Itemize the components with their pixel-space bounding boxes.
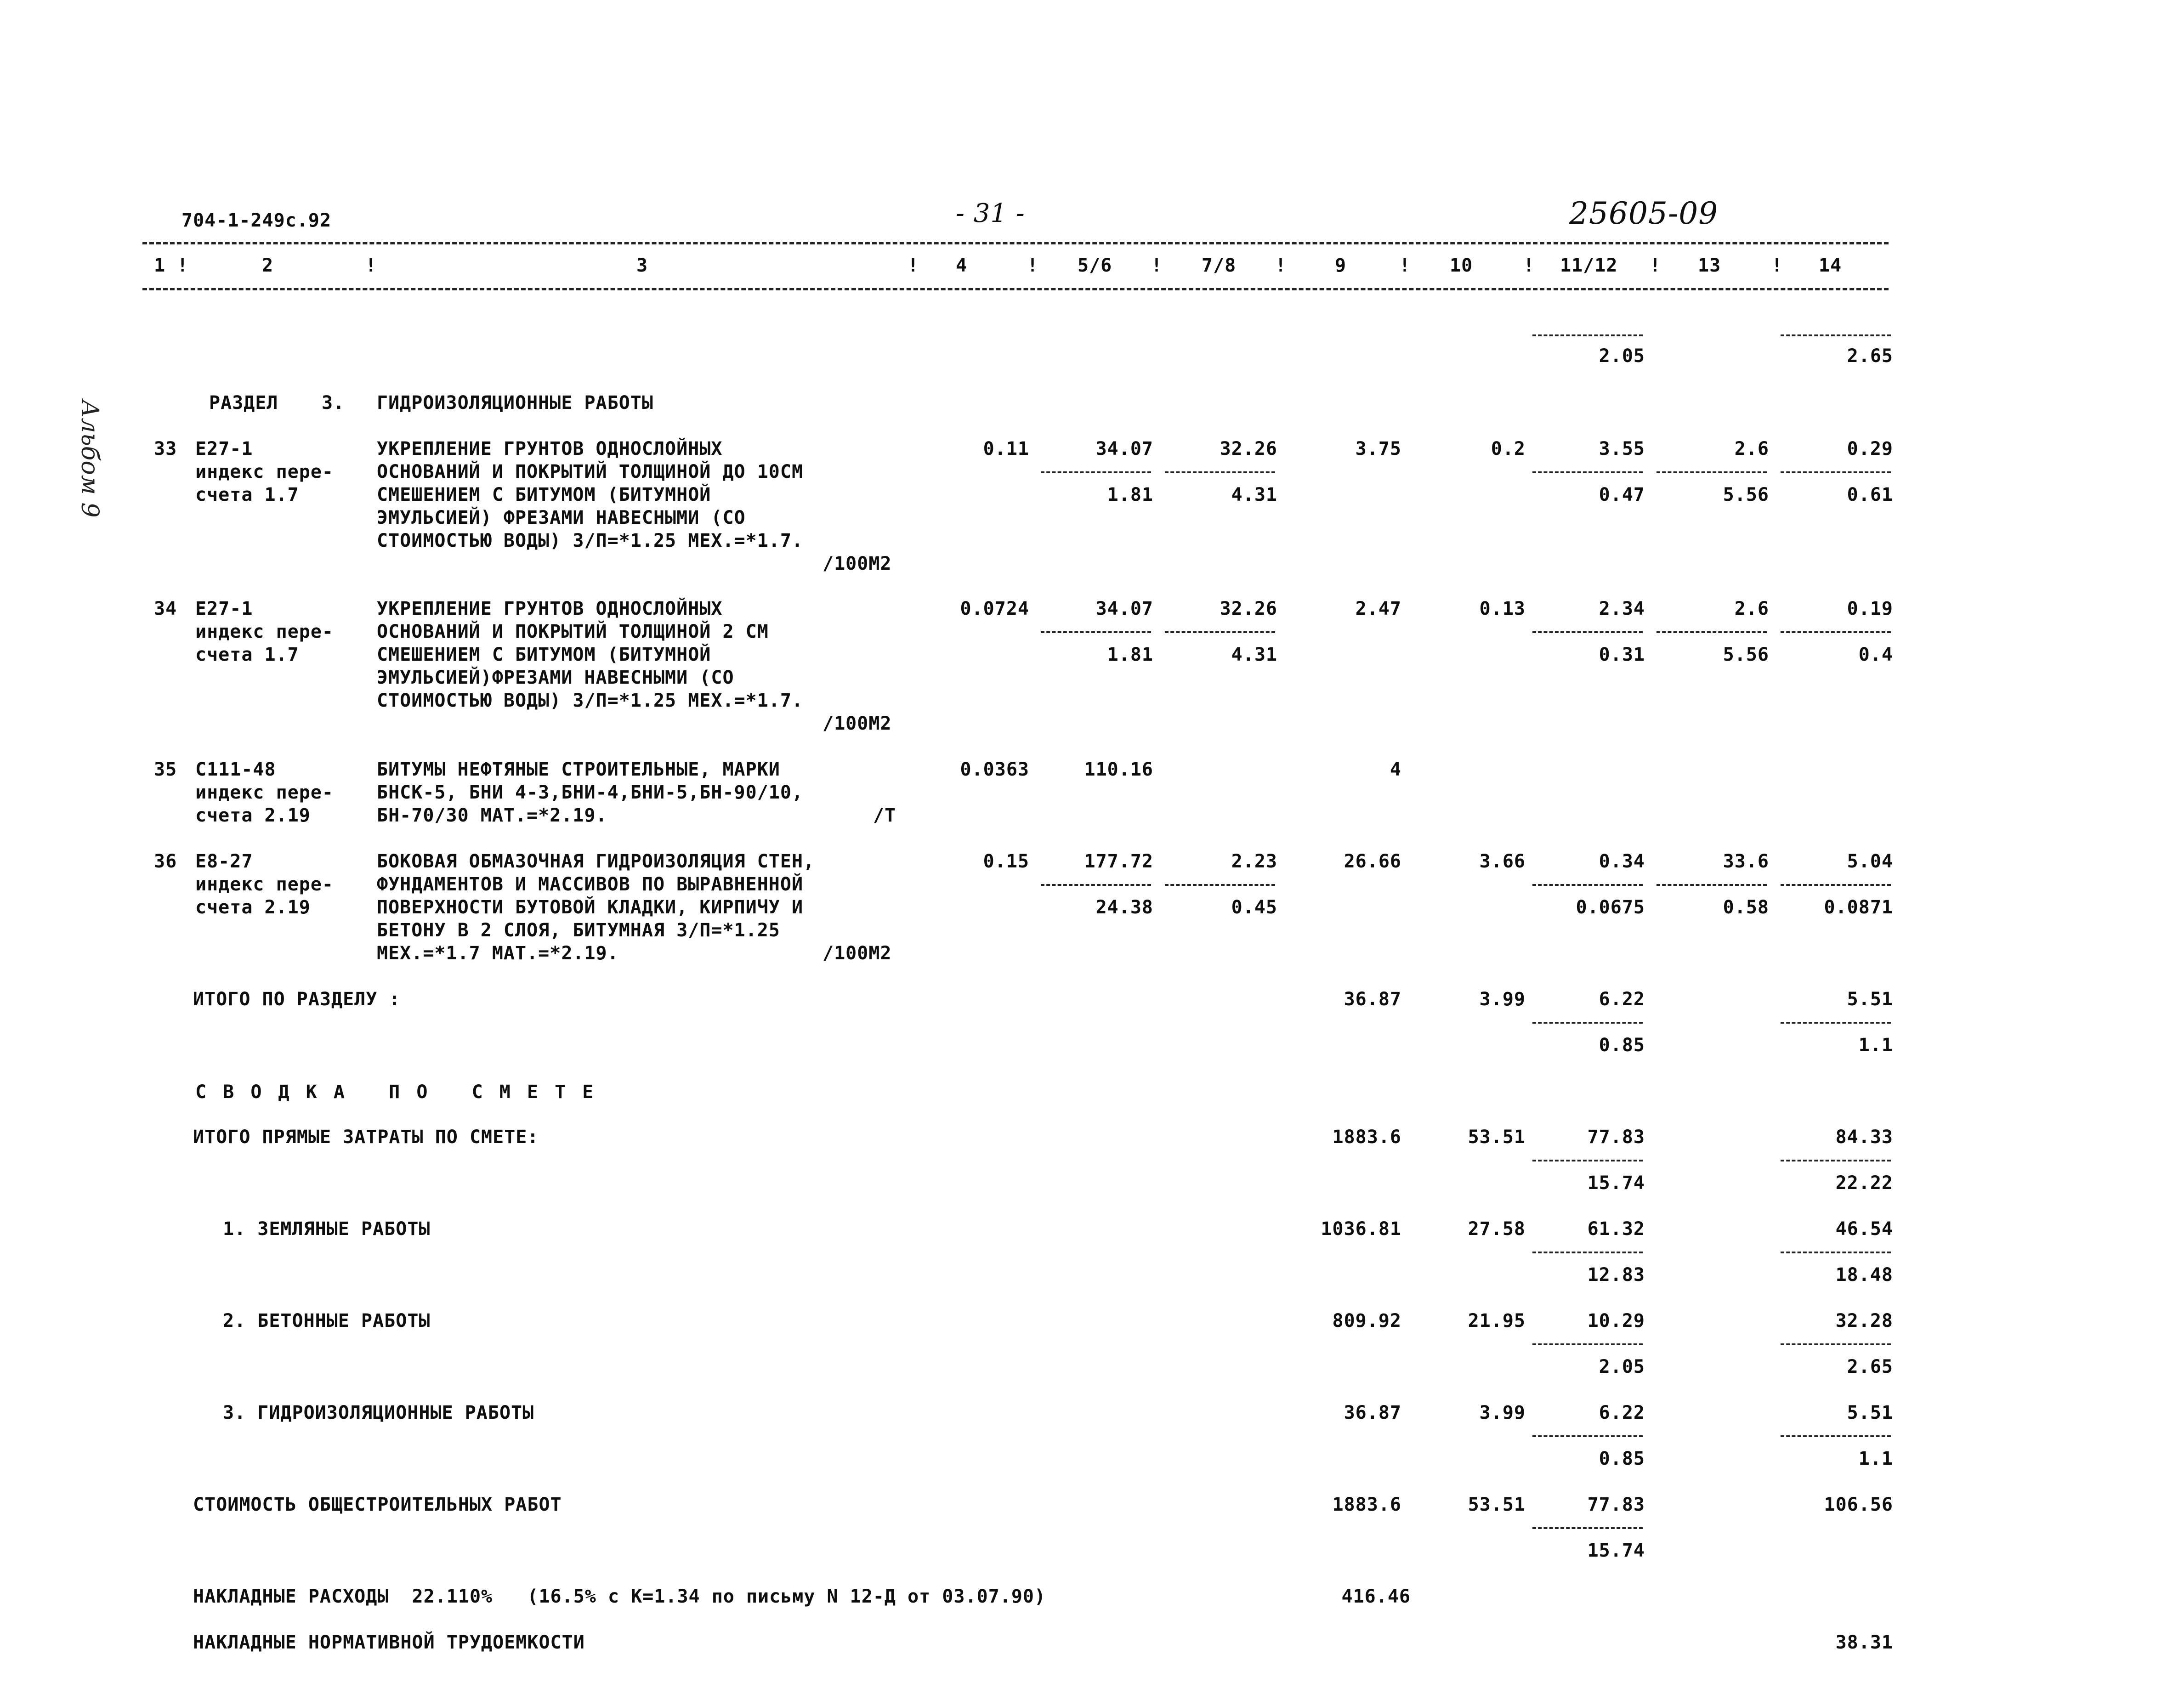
item-unit: /100М2 [823,553,892,574]
cell-col-13: 0.58 [1723,897,1769,918]
header-bottom-rule [142,288,1889,290]
item-desc-line: СМЕШЕНИЕМ С БИТУМОМ (БИТУМНОЙ [377,644,711,665]
item-unit: /100М2 [823,943,892,964]
overhead-norm-value: 38.31 [1835,1632,1893,1653]
item-desc-line: МЕХ.=*1.7 МАТ.=*2.19. [377,943,619,964]
cell-divider [1656,884,1767,886]
cell-col-14: 2.65 [1847,1356,1893,1377]
item-desc-line: ОСНОВАНИЙ И ПОКРЫТИЙ ТОЛЩИНОЙ 2 СМ [377,621,769,642]
col-sep: ! [1523,255,1535,276]
item-desc-line: БН-70/30 МАТ.=*2.19. [377,805,607,826]
item-desc-line: ПОВЕРХНОСТИ БУТОВОЙ КЛАДКИ, КИРПИЧУ И [377,897,804,918]
cell-col-10: 53.51 [1468,1494,1526,1515]
cell-col-9: 3.75 [1355,438,1401,459]
item-number: 36 [154,851,177,872]
album-note: Альбом 9 [76,400,103,518]
cell-col-9: 809.92 [1332,1310,1401,1331]
cell-col-14: 84.33 [1835,1127,1893,1148]
col-10: 10 [1450,255,1473,276]
cell-col-13: 5.56 [1723,484,1769,505]
item-desc-line: ЭМУЛЬСИЕЙ) ФРЕЗАМИ НАВЕСНЫМИ (СО [377,507,746,528]
carry-col-11: 2.05 [1599,346,1645,367]
cell-col-9: 1883.6 [1332,1494,1401,1515]
cell-col-12: 2.05 [1599,1356,1645,1377]
cell-col-7: 32.26 [1220,598,1277,619]
carry-col-14: 2.65 [1847,346,1893,367]
col-13: 13 [1698,255,1721,276]
col-5-6: 5/6 [1078,255,1112,276]
cell-col-9: 4 [1390,759,1401,780]
cell-col-12: 0.85 [1599,1448,1645,1469]
col-sep: ! [908,255,919,276]
cell-col-6: 1.81 [1107,484,1153,505]
col-4: 4 [956,255,968,276]
cell-col-5: 177.72 [1084,851,1153,872]
cell-divider [1781,1343,1891,1345]
cell-divider [1781,1435,1891,1437]
cell-divider [1781,1252,1891,1253]
cell-col-13: 2.6 [1734,438,1769,459]
cell-divider [1781,471,1891,473]
overhead-label: НАКЛАДНЫЕ РАСХОДЫ 22.110% (16.5% с К=1.34 по письму N 12-Д от 03.07.90) [193,1586,1046,1607]
overhead-norm-label: НАКЛАДНЫЕ НОРМАТИВНОЙ ТРУДОЕМКОСТИ [193,1632,585,1653]
cell-col-7: 32.26 [1220,438,1277,459]
cell-col-13: 5.56 [1723,644,1769,665]
col-7-8: 7/8 [1202,255,1237,276]
cell-col-14: 0.61 [1847,484,1893,505]
cell-col-10: 0.13 [1479,598,1526,619]
cell-col-14: 5.51 [1847,989,1893,1010]
col-14: 14 [1819,255,1842,276]
item-number: 35 [154,759,177,780]
cell-col-12: 0.0675 [1576,897,1645,918]
cell-divider [1781,884,1891,886]
cell-divider [1165,471,1275,473]
col-sep: ! [1151,255,1163,276]
cell-col-14: 5.04 [1847,851,1893,872]
item-desc-line: БЕТОНУ В 2 СЛОЯ, БИТУМНАЯ З/П=*1.25 [377,920,780,941]
section-title: ГИДРОИЗОЛЯЦИОННЫЕ РАБОТЫ [377,392,653,414]
col-sep: ! [1399,255,1411,276]
cell-col-14: 0.0871 [1824,897,1893,918]
item-desc-line: БОКОВАЯ ОБМАЗОЧНАЯ ГИДРОИЗОЛЯЦИЯ СТЕН, [377,851,815,872]
cell-divider [1656,471,1767,473]
item-code: Е27-1 [195,598,253,619]
item-code-note: счета 1.7 [195,644,299,665]
item-desc-line: СТОИМОСТЬЮ ВОДЫ) З/П=*1.25 МЕХ.=*1.7. [377,690,804,711]
cell-col-14: 32.28 [1835,1310,1893,1331]
cell-col-9: 2.47 [1355,598,1401,619]
item-code-note: индекс пере- [195,461,334,482]
item-code-note: счета 2.19 [195,805,311,826]
item-number: 33 [154,438,177,459]
cell-col-9: 36.87 [1344,1402,1401,1423]
cell-col-12: 15.74 [1587,1173,1645,1194]
item-desc-line: ФУНДАМЕНТОВ И МАССИВОВ ПО ВЫРАВНЕННОЙ [377,874,804,895]
cell-col-14: 1.1 [1858,1448,1893,1469]
item-code: Е8-27 [195,851,253,872]
cell-col-11: 77.83 [1587,1127,1645,1148]
item-desc-line: ЭМУЛЬСИЕЙ)ФРЕЗАМИ НАВЕСНЫМИ (СО [377,667,734,688]
cell-col-11: 0.34 [1599,851,1645,872]
subtotal-line [1532,334,1643,336]
cell-col-14: 0.4 [1858,644,1893,665]
cell-divider [1165,631,1275,633]
cell-divider [1532,884,1643,886]
cell-divider [1532,631,1643,633]
item-unit: /100М2 [823,713,892,734]
item-desc-line: ОСНОВАНИЙ И ПОКРЫТИЙ ТОЛЩИНОЙ ДО 10СМ [377,461,804,482]
cell-divider [1532,1252,1643,1253]
cell-col-4: 0.0363 [960,759,1029,780]
cell-col-9: 1036.81 [1321,1218,1401,1240]
cell-col-11: 3.55 [1599,438,1645,459]
item-unit: /Т [873,805,896,826]
cell-divider [1532,1435,1643,1437]
cell-col-14: 46.54 [1835,1218,1893,1240]
cell-col-10: 27.58 [1468,1218,1526,1240]
summary-label: ИТОГО ПРЯМЫЕ ЗАТРАТЫ ПО СМЕТЕ: [193,1127,539,1148]
cell-col-10: 3.99 [1479,1402,1526,1423]
cell-col-10: 3.99 [1479,989,1526,1010]
item-desc-line: УКРЕПЛЕНИЕ ГРУНТОВ ОДНОСЛОЙНЫХ [377,598,723,619]
cell-divider [1041,471,1151,473]
cell-col-9: 1883.6 [1332,1127,1401,1148]
overhead-value: 416.46 [1341,1586,1411,1607]
document-code: 704-1-249с.92 [182,210,332,231]
cell-col-14: 18.48 [1835,1264,1893,1286]
subtotal-line [1781,334,1891,336]
cell-divider [1781,631,1891,633]
item-desc-line: УКРЕПЛЕНИЕ ГРУНТОВ ОДНОСЛОЙНЫХ [377,438,723,459]
item-code-note: счета 2.19 [195,897,311,918]
cell-col-14: 106.56 [1824,1494,1893,1515]
cell-divider [1532,1022,1643,1024]
cell-divider [1656,631,1767,633]
cell-col-8: 4.31 [1231,484,1277,505]
page-number: - 31 - [956,198,1025,228]
cell-col-13: 33.6 [1723,851,1769,872]
section-total-label: ИТОГО ПО РАЗДЕЛУ : [193,989,401,1010]
summary-title: С В О Д К А П О С М Е Т Е [195,1082,596,1103]
summary-label: 1. ЗЕМЛЯНЫЕ РАБОТЫ [223,1218,431,1240]
item-code: Е27-1 [195,438,253,459]
item-desc-line: БИТУМЫ НЕФТЯНЫЕ СТРОИТЕЛЬНЫЕ, МАРКИ [377,759,780,780]
col-sep: ! [1650,255,1662,276]
cell-col-5: 110.16 [1084,759,1153,780]
cell-col-4: 0.11 [983,438,1029,459]
cell-col-8: 4.31 [1231,644,1277,665]
cell-divider [1781,1022,1891,1024]
col-2: 2 [262,255,274,276]
cell-col-14: 22.22 [1835,1173,1893,1194]
cell-col-13: 2.6 [1734,598,1769,619]
item-code: С111-48 [195,759,276,780]
cell-col-12: 0.85 [1599,1035,1645,1056]
stamp-number: 25605-09 [1569,196,1719,231]
cell-divider [1532,471,1643,473]
cell-col-10: 3.66 [1479,851,1526,872]
cell-col-11: 10.29 [1587,1310,1645,1331]
cell-col-9: 36.87 [1344,989,1401,1010]
summary-label: 3. ГИДРОИЗОЛЯЦИОННЫЕ РАБОТЫ [223,1402,534,1423]
section-label: РАЗДЕЛ [209,392,278,414]
section-number: 3. [322,392,345,414]
cell-col-8: 0.45 [1231,897,1277,918]
cell-col-4: 0.0724 [960,598,1029,619]
item-number: 34 [154,598,177,619]
cell-col-12: 12.83 [1587,1264,1645,1286]
cell-col-10: 0.2 [1491,438,1526,459]
cell-col-12: 0.47 [1599,484,1645,505]
cell-col-7: 2.23 [1231,851,1277,872]
col-11-12: 11/12 [1560,255,1618,276]
cell-col-11: 6.22 [1599,989,1645,1010]
col-3: 3 [636,255,648,276]
header-top-rule [142,242,1889,244]
item-desc-line: СМЕШЕНИЕМ С БИТУМОМ (БИТУМНОЙ [377,484,711,505]
cell-col-11: 2.34 [1599,598,1645,619]
summary-label: СТОИМОСТЬ ОБЩЕСТРОИТЕЛЬНЫХ РАБОТ [193,1494,562,1515]
cell-col-12: 15.74 [1587,1540,1645,1561]
cell-col-14: 0.19 [1847,598,1893,619]
cell-col-6: 1.81 [1107,644,1153,665]
cell-col-11: 61.32 [1587,1218,1645,1240]
col-9: 9 [1335,255,1347,276]
cell-col-9: 26.66 [1344,851,1401,872]
item-code-note: счета 1.7 [195,484,299,505]
cell-col-10: 21.95 [1468,1310,1526,1331]
item-code-note: индекс пере- [195,874,334,895]
col-sep: ! [1027,255,1039,276]
cell-col-5: 34.07 [1095,438,1153,459]
cell-col-11: 77.83 [1587,1494,1645,1515]
cell-divider [1041,631,1151,633]
col-sep: ! [365,255,377,276]
cell-col-14: 0.29 [1847,438,1893,459]
cell-col-11: 6.22 [1599,1402,1645,1423]
cell-divider [1532,1527,1643,1529]
col-sep: ! [1771,255,1783,276]
cell-divider [1532,1160,1643,1161]
cell-divider [1041,884,1151,886]
cell-col-14: 1.1 [1858,1035,1893,1056]
item-desc-line: БНСК-5, БНИ 4-3,БНИ-4,БНИ-5,БН-90/10, [377,782,804,803]
cell-col-4: 0.15 [983,851,1029,872]
cell-divider [1781,1160,1891,1161]
cell-col-12: 0.31 [1599,644,1645,665]
summary-label: 2. БЕТОННЫЕ РАБОТЫ [223,1310,431,1331]
cell-divider [1532,1343,1643,1345]
cell-col-10: 53.51 [1468,1127,1526,1148]
cell-divider [1165,884,1275,886]
item-code-note: индекс пере- [195,621,334,642]
cell-col-6: 24.38 [1095,897,1153,918]
col-1: 1 ! [154,255,189,276]
item-code-note: индекс пере- [195,782,334,803]
cell-col-5: 34.07 [1095,598,1153,619]
col-sep: ! [1275,255,1287,276]
cell-col-14: 5.51 [1847,1402,1893,1423]
item-desc-line: СТОИМОСТЬЮ ВОДЫ) З/П=*1.25 МЕХ.=*1.7. [377,530,804,551]
